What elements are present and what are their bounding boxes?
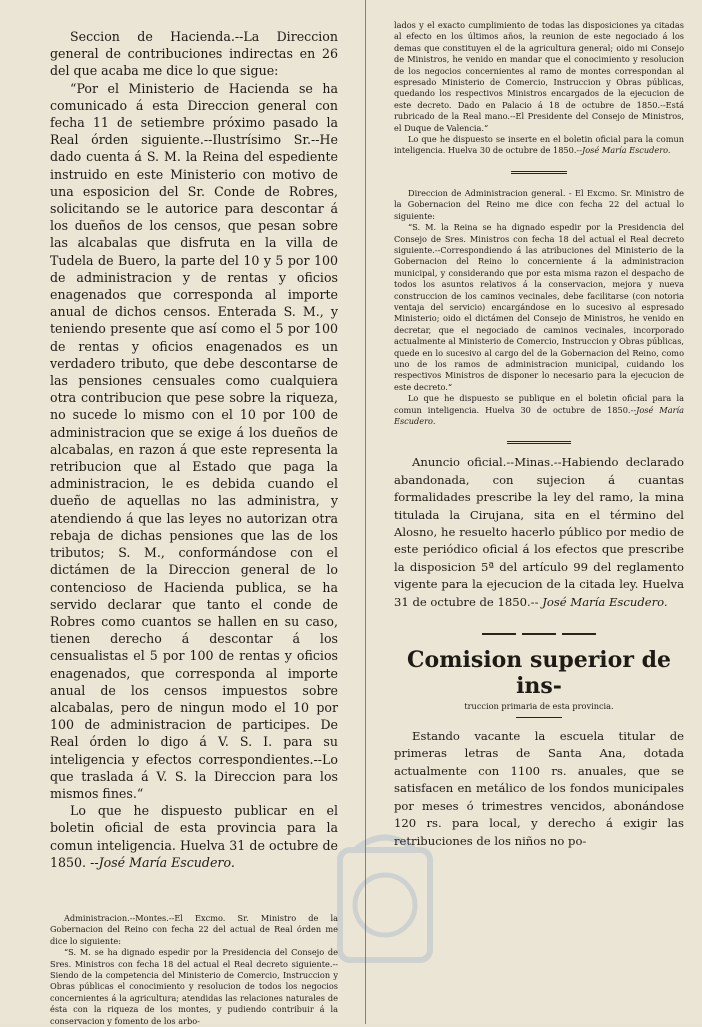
montes-intro: Administracion.--Montes.--El Excmo. Sr. Ministro de la Gobernacion del Reino con fecha 22 del actual de Real órden me dice lo siguiente:: [50, 912, 338, 946]
section-spacer: [50, 871, 338, 913]
minas-announcement: Anuncio oficial.--Minas.--Habiendo declarado abandonada, con sujecion á cuantas formalidades prescribe la ley del ramo, la mina titulada la Cirujana, sita en el término del Alosno, he resuelto hacerlo público por medio de este periódico oficial á los efectos que prescribe la disposicion 5ª del artículo 99 del reglamento vigente para la ejecucion de la citada ley. Huelva 31 de octubre de 1850.-- José María Escudero.: [394, 455, 684, 609]
archive-seal-watermark: [310, 820, 460, 980]
caminos-intro: Direccion de Administracion general. - El Excmo. Sr. Ministro de la Gobernacion del Reino me dice con fecha 22 del actual lo siguiente:: [394, 187, 684, 221]
montes-decree-text: “S. M. se ha dignado espedir por la Presidencia del Consejo de Sres. Ministros con fecha 18 del actual el Real decreto siguiente.--Siendo de la competencia del Ministerio de Comercio, Instruccion y Obras públicas el conocimiento y resolucion de todos los negocios concernientes á la agricultura; atendidas las relaciones naturales de ésta con la riqueza de los montes, y pudiendo contribuir á la conservacion y fomento de los arbo-: [50, 947, 338, 1026]
hacienda-order-text: “Por el Ministerio de Hacienda se ha comunicado á esta Direccion general con fecha 11 de setiembre próximo pasado la Real órden siguiente.--Ilustrísimo Sr.--He dado cuenta á S. M. la Reina del espediente instruido en este Ministerio con motivo de una esposicion del Sr. Conde de Robres, solicitando se le autorice para descontar á los dueños de los censos, que pesan sobre las alcabalas que disfruta en la villa de Tudela de Buero, la parte del 10 y 5 por 100 de administracion y de rentas y oficios enagenados que corresponda al importe anual de dichos censos. Enterada S. M., y teniendo presente que así como el 5 por 100 de rentas y oficios enagenados es un verdadero tributo, que debe descontarse de las pensiones censuales como cualquiera otra contribucion que pese sobre la riqueza, no sucede lo mismo con el 10 por 100 de administracion que se exige á los dueños de alcabalas, en razon á que este representa la retribucion que al Estado que paga la administracion, le es debida cuando el dueño de aquellas no las administra, y atendiendo á que las leyes no autorizan otra rebaja de dichas pensiones que las de los tributos; S. M., conformándose con el dictámen de la Direccion general de lo contencioso de Hacienda publica, se ha servido declarar que tanto el conde de Robres como cuantos se hallen en su caso, tienen derecho á descontar á los censualistas el 5 por 100 de rentas y oficios enagenados, que corresponda al importe anual de los censos impuestos sobre alcabalas, pero de ningun modo el 10 por 100 de administracion de participes. De Real órden lo digo á V. S. I. para su inteligencia y efectos correspondientes.--Lo que traslada á V. S. la Direccion para los mismos fines.“: [50, 80, 338, 801]
section-heading: Comision superior de ins-: [407, 647, 671, 700]
hacienda-closing: Lo que he dispuesto publicar en el boletin oficial de esta provincia para la comun inteligencia. Huelva 31 de octubre de 1850. --José María Escudero.: [50, 803, 338, 870]
heading-rule: [516, 717, 562, 718]
hacienda-intro: Seccion de Hacienda.--La Direccion general de contribuciones indirectas en 26 del que acaba me dice lo que sigue:: [50, 29, 338, 79]
escuela-vacancy-text: Estando vacante la escuela titular de primeras letras de Santa Ana, dotada actualmente con 1100 rs. anuales, que se satisfacen en metálico de los fondos municipales por meses ó trimestres vencidos, abonándose 120 rs. para local, y derecho á exigir las retribuciones de los niños no po-: [394, 729, 684, 848]
caminos-decree-text: “S. M. la Reina se ha dignado espedir por la Presidencia del Consejo de Sres. Ministros con fecha 18 del actual el Real decreto siguiente.--Correspondiendo á las atribuciones del Ministerio de la Gobernacion del Reino lo concerniente á la administracion municipal, y considerando que por esta misma razon el despacho de todos los asuntos relativos á la conservacion, mejora y nueva construccion de los caminos vecinales, debe facilitarse (con notoria ventaja del servicio) encargándose en lo sucesivo al espresado Ministerio; oido el dictámen del Consejo de Ministros, he venido en decretar, que el negociado de caminos vecinales, incorporado actualmente al Ministerio de Comercio, Instruccion y Obras públicas, quede en lo sucesivo al cargo del de la Gobernacion del Reino, como uno de los ramos de administracion municipal, cuidando los respectivos Ministros de disponer lo necesario para la ejecucion de este decreto.“: [394, 222, 684, 392]
signature: --José María Escudero.: [90, 854, 235, 870]
section-subheading: truccion primaria de esta provincia.: [464, 701, 614, 712]
montes-closing: Lo que he dispuesto se inserte en el boletin oficial para la comun inteligencia. Huelva 30 de octubre de 1850.--José María Escudero.: [394, 134, 684, 156]
montes-decree-continued: lados y el exacto cumplimiento de todas las disposiciones ya citadas al efecto en los últimos años, la reunion de este negociado á los demas que constituyen el de la agricultura general; oido mi Consejo de Ministros, he venido en mandar que el conocimiento y resolucion de los negocios concernientes al ramo de montes correspondan al espresado Ministerio de Comercio, Instruccion y Obras públicas, quedando los respectivos Ministros encargados de la ejecucion de este decreto. Dado en Palacio á 18 de octubre de 1850.--Está rubricado de la Real mano.--El Presidente del Consejo de Ministros, el Duque de Valencia.“: [394, 20, 684, 133]
signature: --José María Escudero.: [576, 145, 671, 156]
signature: --José María Escudero.: [394, 404, 684, 426]
right-column: [394, 20, 684, 850]
caminos-closing: Lo que he dispuesto se publique en el boletin oficial para la comun inteligencia. Huelva 30 de octubre de 1850.--José María Escudero.: [394, 393, 684, 426]
left-column: [50, 28, 338, 1027]
signature: José María Escudero.: [542, 594, 668, 609]
